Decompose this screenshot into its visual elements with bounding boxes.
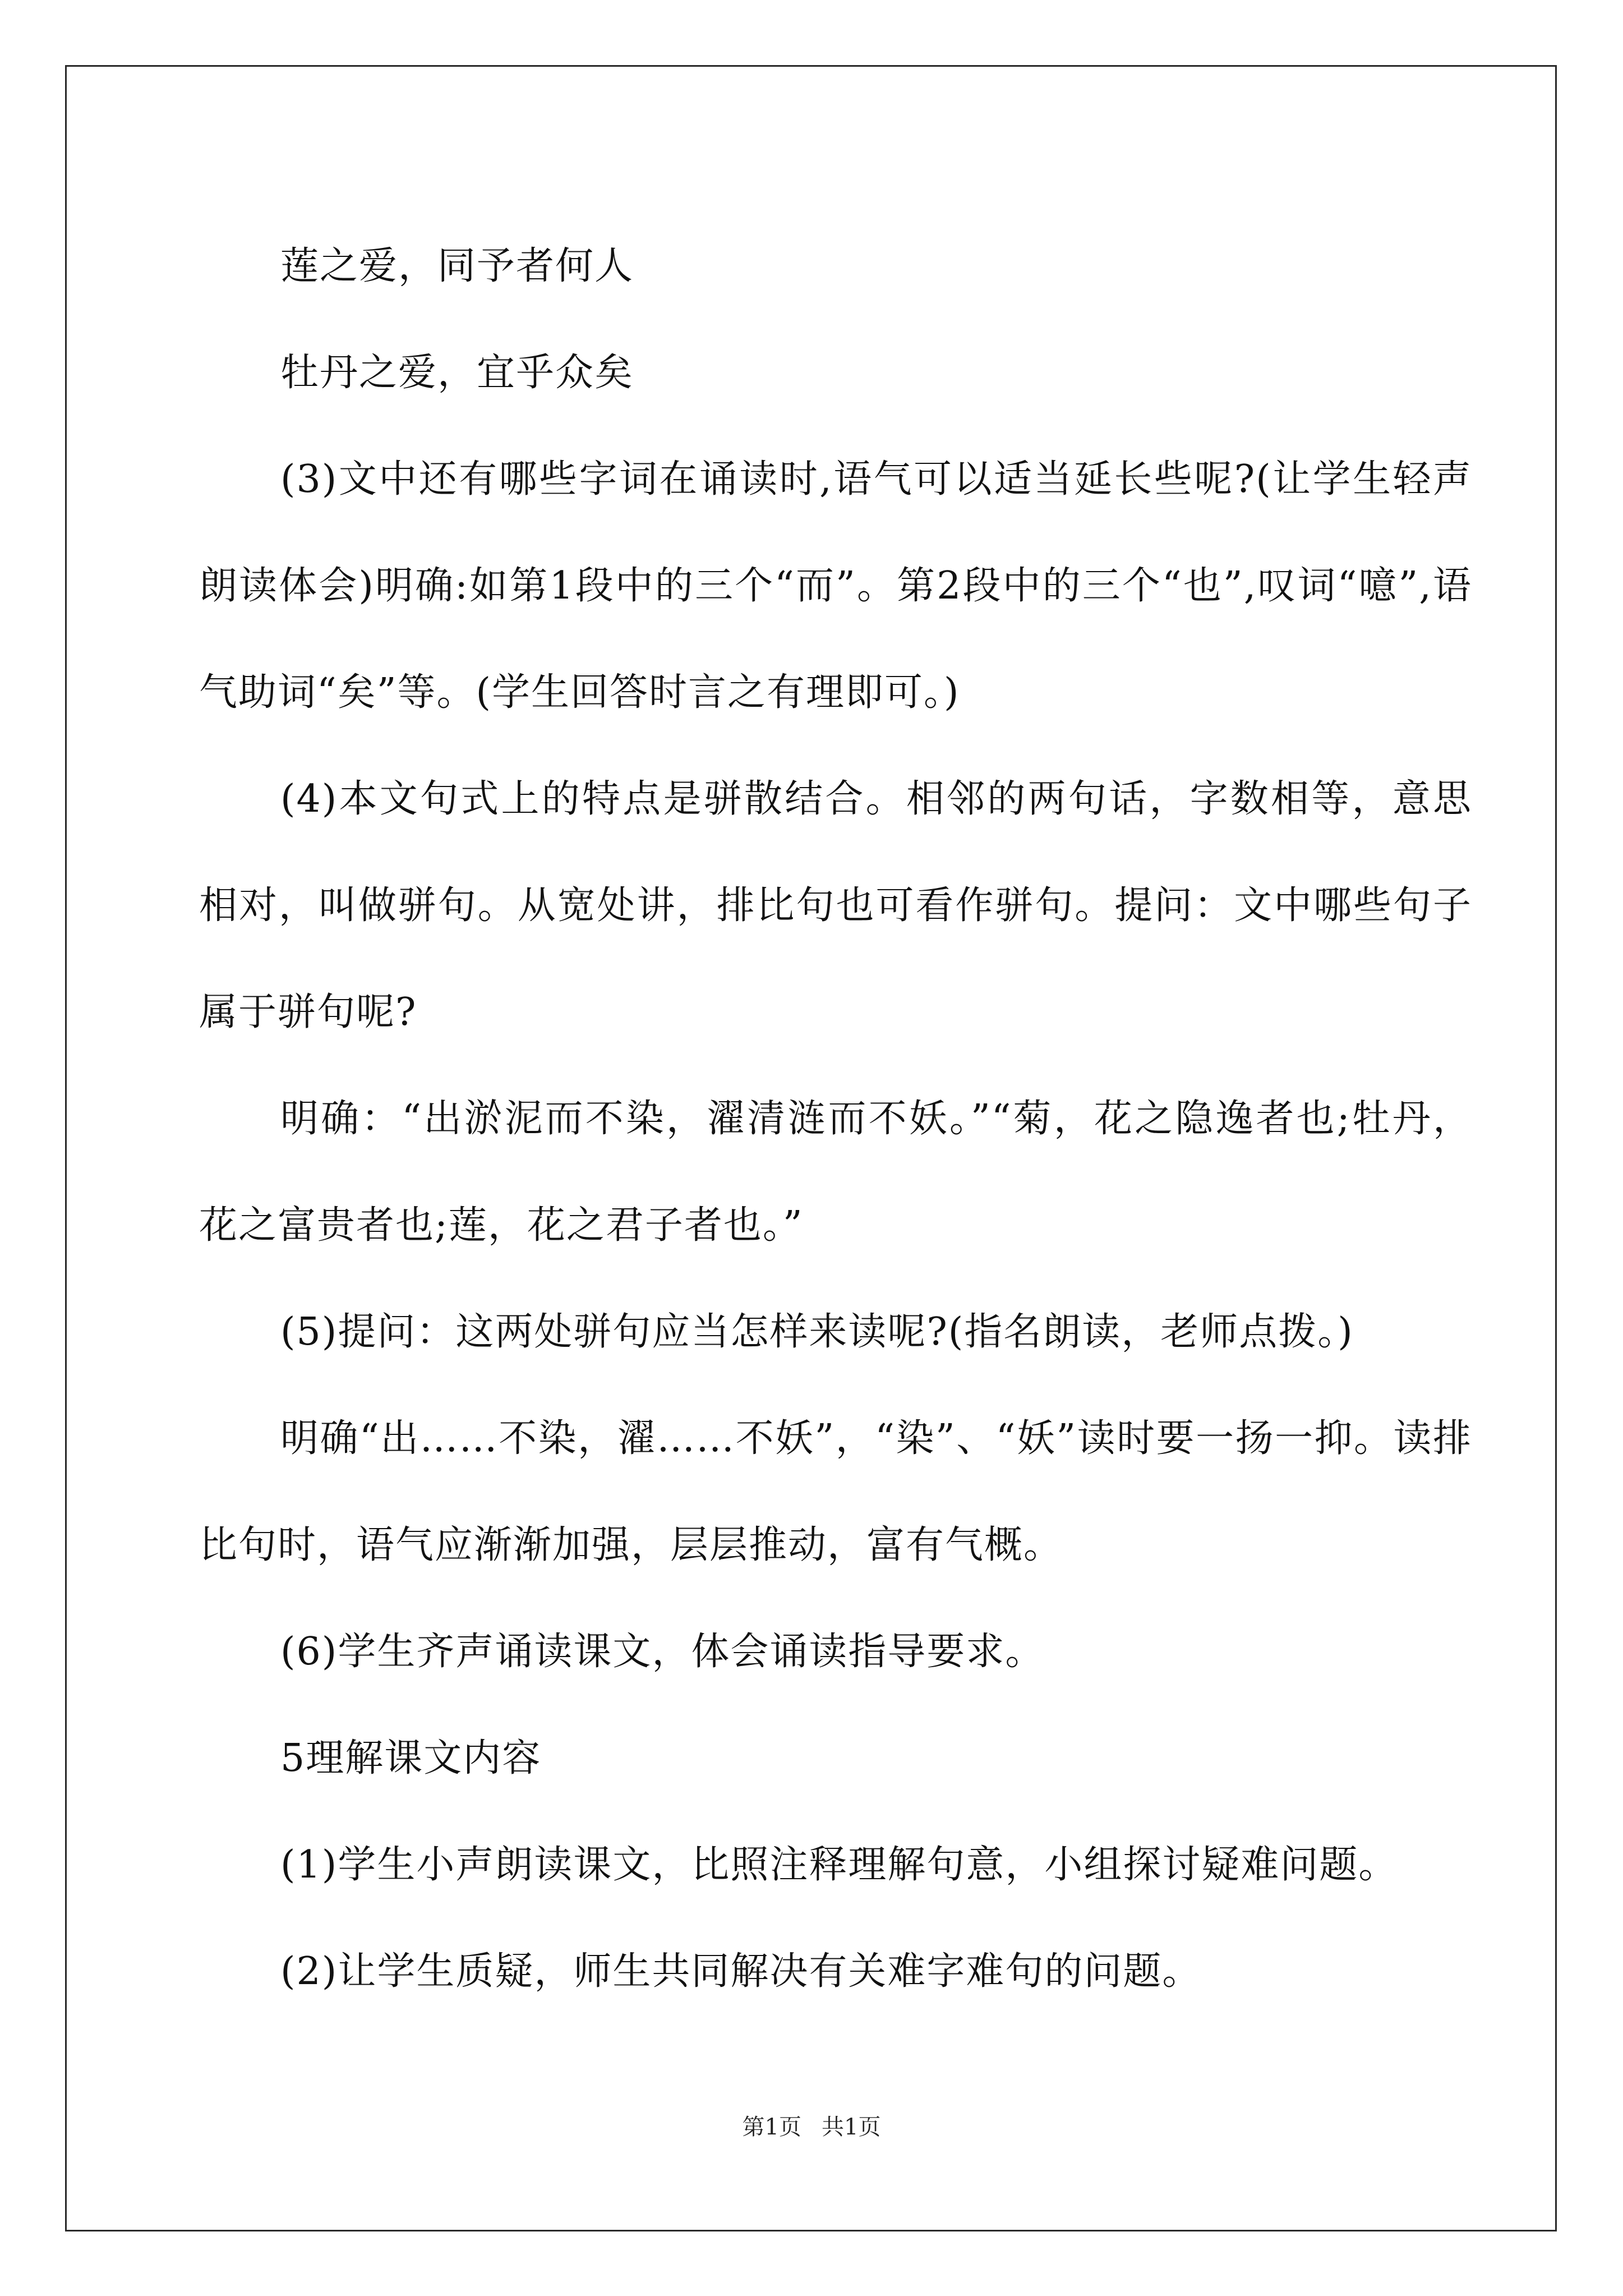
- paragraph: 莲之爱，同予者何人: [280, 244, 634, 288]
- page-number: 第1页: [742, 2114, 801, 2140]
- paragraph: (1)学生小声朗读课文，比照注释理解句意，小组探讨疑难问题。: [280, 1843, 1398, 1887]
- document-body: [199, 213, 1472, 2025]
- paragraph: (6)学生齐声诵读课文，体会诵读指导要求。: [280, 1630, 1045, 1674]
- paragraph: 明确：“出淤泥而不染，濯清涟而不妖。”“菊，花之隐逸者也;牡丹，花之富贵者也;莲，花之君子者也。”: [199, 1097, 1472, 1248]
- paragraph: (5)提问：这两处骈句应当怎样来读呢?(指名朗读，老师点拨。): [280, 1310, 1354, 1354]
- page-count: 共1页: [822, 2114, 881, 2140]
- paragraph: 明确“出……不染，濯……不妖”，“染”、“妖”读时要一扬一抑。读排比句时，语气应渐渐加强，层层推动，富有气概。: [199, 1416, 1472, 1567]
- page-footer: [0, 2109, 1623, 2141]
- paragraph: (4)本文句式上的特点是骈散结合。相邻的两句话，字数相等，意思相对，叫做骈句。从宽处讲，排比句也可看作骈句。提问：文中哪些句子属于骈句呢?: [199, 777, 1472, 1034]
- paragraph: (2)让学生质疑，师生共同解决有关难字难句的问题。: [280, 1949, 1202, 1994]
- section-heading: 5理解课文内容: [280, 1736, 542, 1780]
- paragraph: 牡丹之爱，宜乎众矣: [280, 351, 634, 395]
- paragraph: (3)文中还有哪些字词在诵读时,语气可以适当延长些呢?(让学生轻声朗读体会)明确:如第1段中的三个“而”。第2段中的三个“也”,叹词“噫”,语气助词“矣”等。(学生回答时言之有理即可。): [199, 457, 1472, 715]
